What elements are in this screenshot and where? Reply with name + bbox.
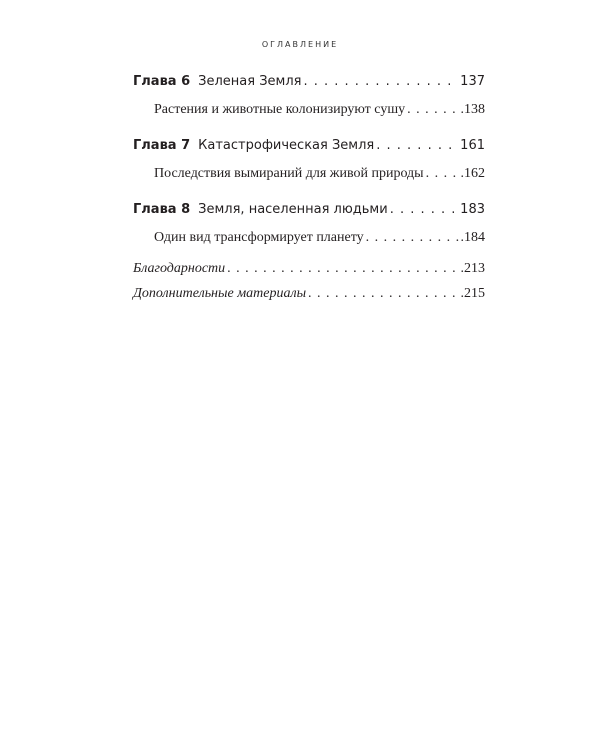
- dot-leader: [303, 74, 458, 89]
- chapter-label: Глава 8: [133, 202, 191, 217]
- back-matter-title: Благодарности: [133, 261, 226, 276]
- chapter-title: Катастрофическая Земля: [198, 138, 375, 153]
- chapter-title: Зеленая Земля: [198, 74, 302, 89]
- toc-entry-section: [154, 102, 485, 118]
- chapter-title: Земля, населенная людьми: [198, 202, 388, 217]
- toc-entry-chapter-8: [133, 202, 485, 217]
- dot-leader: [407, 102, 458, 118]
- dot-leader: [426, 166, 459, 182]
- page-number: 137: [460, 74, 485, 89]
- toc-entry-chapter-7: [133, 138, 485, 153]
- dot-leader: [390, 202, 458, 217]
- toc-entry-section: [154, 166, 485, 182]
- toc-entry-section: [154, 230, 485, 246]
- section-title: Растения и животные колонизируют сушу: [154, 102, 406, 117]
- back-matter-title: Дополнительные материалы: [133, 286, 307, 301]
- dot-leader: [376, 138, 458, 153]
- dot-leader: [227, 261, 458, 277]
- page-number: 183: [460, 202, 485, 217]
- dot-leader: [308, 286, 458, 302]
- toc-entry-acknowledgements: [133, 261, 485, 277]
- section-title: Один вид трансформирует планету: [154, 230, 364, 245]
- page-number: .213: [460, 261, 485, 276]
- toc-entry-chapter-6: [133, 74, 485, 89]
- toc-entry-additional-materials: [133, 286, 485, 302]
- page-number: .215: [460, 286, 485, 301]
- section-title: Последствия вымираний для живой природы: [154, 166, 424, 181]
- page-header: ОГЛАВЛЕНИЕ: [261, 40, 339, 49]
- chapter-label: Глава 6: [133, 74, 191, 89]
- page-number: 161: [460, 138, 485, 153]
- chapter-label: Глава 7: [133, 138, 191, 153]
- page-number: .162: [460, 166, 485, 181]
- page-number: .184: [460, 230, 485, 245]
- page-number: .138: [460, 102, 485, 117]
- dot-leader: [366, 230, 459, 246]
